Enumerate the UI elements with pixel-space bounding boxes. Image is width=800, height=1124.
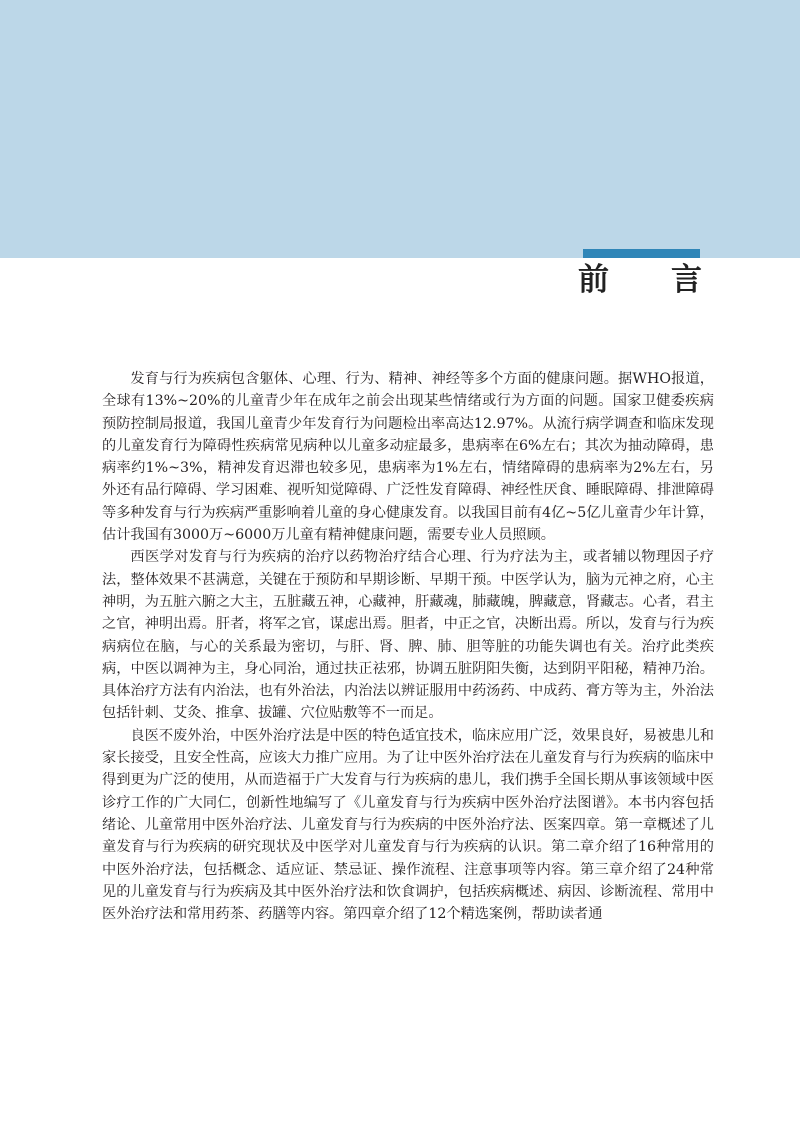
paragraph-3: 良医不废外治，中医外治疗法是中医的特色适宜技术，临床应用广泛，效果良好，易被患儿和家长接受，且安全性高，应该大力推广应用。为了让中医外治疗法在儿童发育与行为疾病的临床中得到更为广泛的使用，从而造福于广大发育与行为疾病的患儿，我们携手全国长期从事该领域中医诊疗工作的广大同仁，创新性地编写了《儿童发育与行为疾病中医外治疗法图谱》。本书内容包括绪论、儿童常用中医外治疗法、儿童发育与行为疾病的中医外治疗法、医案四章。第一章概述了儿童发育与行为疾病的研究现状及中医学对儿童发育与行为疾病的认识。第二章介绍了16种常用的中医外治疗法，包括概念、适应证、禁忌证、操作流程、注意事项等内容。第三章介绍了24种常见的儿童发育与行为疾病及其中医外治疗法和饮食调护，包括疾病概述、病因、诊断流程、常用中医外治疗法和常用药茶、药膳等内容。第四章介绍了12个精选案例，帮助读者通 bbox=[102, 727, 714, 923]
paragraph-2: 西医学对发育与行为疾病的治疗以药物治疗结合心理、行为疗法为主，或者辅以物理因子疗法，整体效果不甚满意，关键在于预防和早期诊断、早期干预。中医学认为，脑为元神之府，心主神明，为五脏六腑之大主，五脏藏五神，心藏神，肝藏魂，肺藏魄，脾藏意，肾藏志。心者，君主之官，神明出焉。肝者，将军之官，谋虑出焉。胆者，中正之官，决断出焉。所以，发育与行为疾病病位在脑，与心的关系最为密切，与肝、肾、脾、肺、胆等脏的功能失调也有关。治疗此类疾病，中医以调神为主，身心同治，通过扶正祛邪，协调五脏阴阳失衡，达到阴平阳秘，精神乃治。具体治疗方法有内治法，也有外治法，内治法以辨证服用中药汤药、中成药、膏方等为主，外治法包括针刺、艾灸、推拿、拔罐、穴位贴敷等不一而足。 bbox=[102, 549, 714, 722]
header-band bbox=[0, 0, 800, 258]
body-text bbox=[102, 368, 714, 925]
paragraph-1: 发育与行为疾病包含躯体、心理、行为、精神、神经等多个方面的健康问题。据WHO报道，全球有13%~20%的儿童青少年在成年之前会出现某些情绪或行为方面的问题。国家卫健委疾病预防控制局报道，我国儿童青少年发育行为问题检出率高达12.97%。从流行病学调查和临床发现的儿童发育行为障碍性疾病常见病种以儿童多动症最多，患病率在6%左右；其次为抽动障碍，患病率约1%~3%，精神发育迟滞也较多见，患病率为1%左右，情绪障碍的患病率为2%左右，另外还有品行障碍、学习困难、视听知觉障碍、广泛性发育障碍、神经性厌食、睡眠障碍、排泄障碍等多种发育与行为疾病严重影响着儿童的身心健康发育。以我国目前有4亿~5亿儿童青少年计算，估计我国有3000万~6000万儿童有精神健康问题，需要专业人员照顾。 bbox=[102, 371, 714, 544]
title-accent-bar bbox=[583, 249, 700, 258]
page-title: 前 言 bbox=[578, 262, 702, 298]
